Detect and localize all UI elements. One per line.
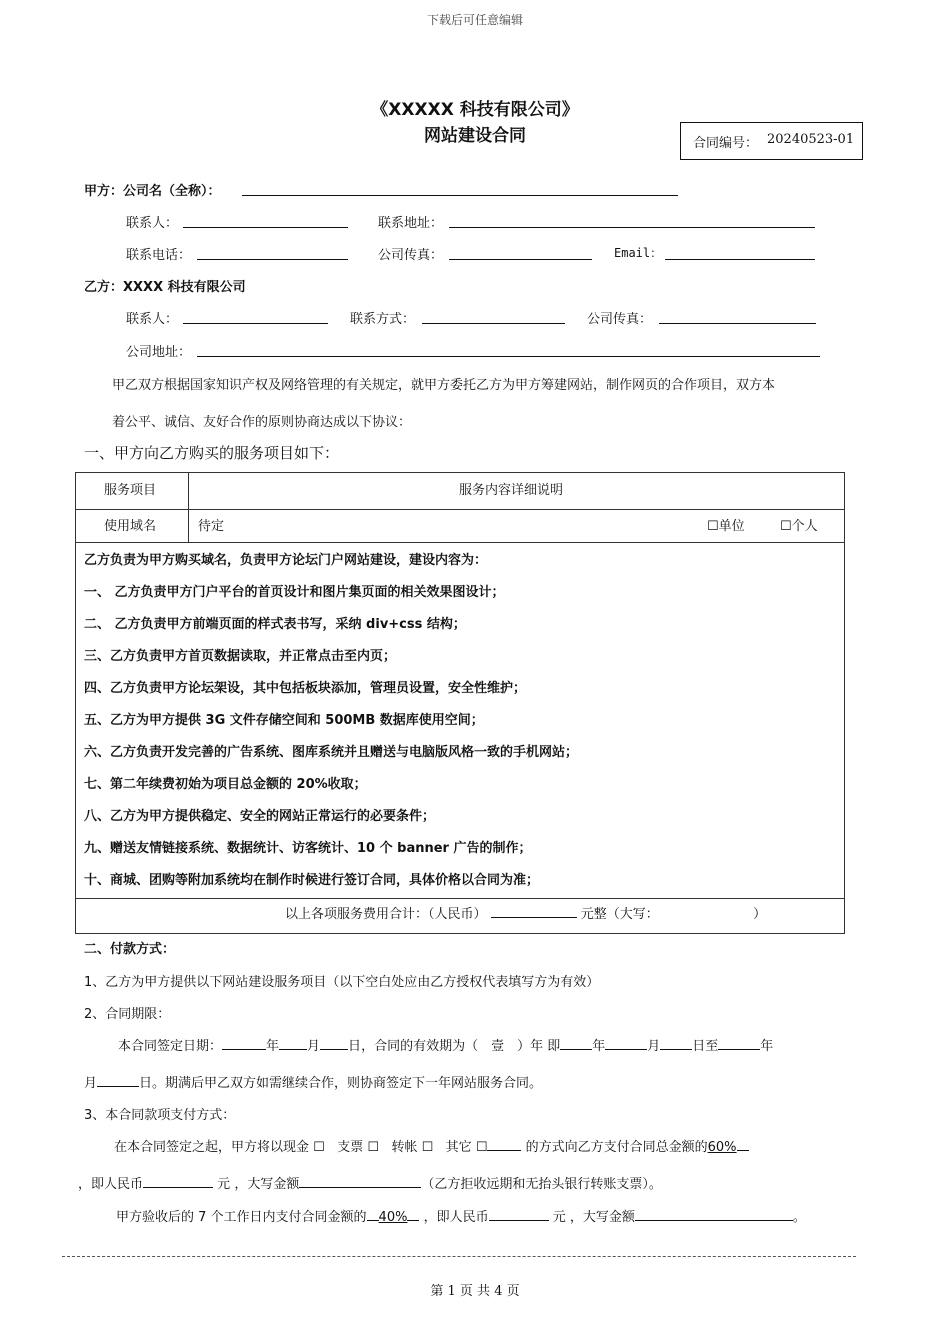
end-year-blank[interactable]: [718, 1035, 760, 1050]
contract-no-box: [680, 122, 863, 160]
intro-line2: 着公平、诚信、友好合作的原则协商达成以下协议：: [112, 415, 412, 430]
party-a-contact-blank[interactable]: [183, 213, 348, 228]
checkbox-icon[interactable]: ☐: [313, 1140, 325, 1155]
checkbox-icon[interactable]: ☐: [475, 1140, 488, 1155]
pay-intro: 在本合同签定之起，甲方将以现金: [114, 1140, 310, 1155]
party-b-contact-label: 联系人：: [126, 312, 179, 327]
list-item: 九、赠送友情链接系统、数据统计、访客统计、10 个 banner 广告的制作；: [84, 841, 532, 856]
party-b-address-label: 公司地址：: [126, 345, 192, 360]
party-a-address-label: 联系地址：: [378, 216, 444, 231]
other-blank[interactable]: [487, 1136, 521, 1151]
party-b-method-blank[interactable]: [422, 309, 565, 324]
opt-person[interactable]: [780, 515, 818, 534]
total-suffix: ）: [753, 907, 767, 922]
month-label: 月: [647, 1039, 661, 1054]
party-b-fax-label: 公司传真：: [587, 312, 653, 327]
list-item: 四、乙方负责甲方论坛架设，其中包括板块添加，管理员设置，安全性维护；: [84, 681, 527, 696]
cheque-label: 支票: [337, 1140, 364, 1155]
year-label: 年: [266, 1039, 280, 1054]
pay-row: [114, 1136, 749, 1155]
sign-day-blank[interactable]: [320, 1035, 348, 1050]
party-b-contact-blank[interactable]: [183, 309, 328, 324]
list-item: 七、第二年续费初始为项目总金额的 20%收取；: [84, 777, 367, 792]
month-label: 月: [307, 1039, 321, 1054]
total-row: [285, 903, 766, 922]
daxie-label: ，大写金额: [234, 1177, 300, 1192]
contract-no-label: 合同编号：: [693, 136, 759, 151]
party-b-method-label: 联系方式：: [350, 312, 416, 327]
list-item: 六、乙方负责开发完善的广告系统、图库系统并且赠送与电脑版风格一致的手机网站；: [84, 745, 579, 760]
page-footer: 第 1 页 共 4 页: [430, 1284, 520, 1299]
party-a-phone-label: 联系电话：: [126, 248, 192, 263]
day-label: 日: [348, 1039, 362, 1054]
day-to-label: 日至: [692, 1039, 719, 1054]
section2-p1: 1、乙方为甲方提供以下网站建设服务项目（以下空白处应由乙方授权代表填写方为有效）: [84, 975, 600, 990]
party-a-email-blank[interactable]: [665, 245, 815, 260]
total-mid: 元整（大写：: [580, 907, 659, 922]
list-item: 二、 乙方负责甲方前端页面的样式表书写，采纳 div+css 结构；: [84, 617, 466, 632]
term-tail: 日。期满后甲乙双方如需继续合作，则协商签定下一年网站服务合同。: [139, 1076, 543, 1091]
party-b-address-blank[interactable]: [197, 342, 820, 357]
rmb-label: ，即人民币: [78, 1177, 144, 1192]
opt-person-label: 个人: [791, 519, 818, 534]
rmb-blank2[interactable]: [489, 1206, 549, 1221]
party-a-label: 甲方：公司名（全称）：: [84, 184, 221, 199]
list-item: 三、乙方负责甲方首页数据读取，并正常点击至内页；: [84, 649, 397, 664]
party-a-fax-blank[interactable]: [449, 245, 592, 260]
rmb-row: [78, 1173, 662, 1192]
other-label: 其它: [445, 1140, 472, 1155]
sign-year-blank[interactable]: [222, 1035, 266, 1050]
party-a-address-blank[interactable]: [449, 213, 815, 228]
section2-title: 二、付款方式：: [84, 942, 176, 957]
checkbox-icon[interactable]: ☐: [780, 519, 792, 534]
section2-p3: 3、本合同款项支付方式：: [84, 1108, 236, 1123]
rmb-blank[interactable]: [143, 1173, 213, 1188]
list-item: 十、商城、团购等附加系统均在制作时候进行签订合同，具体价格以合同为准；: [84, 873, 540, 888]
title-line1: 《XXXXX 科技有限公司》: [371, 100, 579, 120]
table-row-divider-2: [75, 542, 844, 543]
total-rmb-blank[interactable]: [491, 903, 577, 918]
month-label: 月: [84, 1076, 98, 1091]
checkbox-icon[interactable]: ☐: [367, 1140, 380, 1155]
list-item: 乙方负责为甲方购买域名，负责甲方论坛门户网站建设，建设内容为：: [84, 553, 488, 568]
sign-date-label: 本合同签定日期：: [118, 1039, 223, 1054]
yuan-label2: 元: [552, 1210, 566, 1225]
accept-row: [116, 1206, 806, 1225]
party-a-contact-label: 联系人：: [126, 216, 179, 231]
checkbox-icon[interactable]: ☐: [421, 1140, 434, 1155]
pay-tail: 的方式向乙方支付合同总金额的: [525, 1140, 708, 1155]
table-col1-header: 服务项目: [104, 483, 157, 498]
opt-unit-label: 单位: [718, 519, 745, 534]
end-month-blank[interactable]: [97, 1072, 139, 1087]
year-label: 年: [592, 1039, 606, 1054]
start-day-blank[interactable]: [660, 1035, 692, 1050]
party-b-fax-blank[interactable]: [659, 309, 816, 324]
accept-text: 甲方验收后的 7 个工作日内支付合同金额的: [116, 1210, 367, 1225]
party-a-fax-label: 公司传真：: [378, 248, 444, 263]
table-col-divider: [188, 472, 189, 542]
list-item: 五、乙方为甲方提供 3G 文件存储空间和 500MB 数据库使用空间；: [84, 713, 484, 728]
title-line2: 网站建设合同: [424, 126, 526, 146]
year-label: 年: [760, 1039, 774, 1054]
intro-line1: 甲乙双方根据国家知识产权及网络管理的有关规定，就甲方委托乙方为甲方筹建网站，制作网页的合作项目，双方本: [112, 378, 776, 393]
domain-value: 待定: [198, 519, 225, 534]
pct-first: 60%: [707, 1140, 737, 1155]
transfer-label: 转帐: [391, 1140, 418, 1155]
daxie-label2: ，大写金额: [569, 1210, 635, 1225]
valid-text: ，合同的有效期为（ 壹 ）年 即: [361, 1039, 561, 1054]
domain-label: 使用域名: [104, 519, 157, 534]
list-item: 一、 乙方负责甲方门户平台的首页设计和图片集页面的相关效果图设计；: [84, 585, 505, 600]
rmb-label2: ，即人民币: [423, 1210, 489, 1225]
section2-p2: 2、合同期限：: [84, 1007, 171, 1022]
table-col2-header: 服务内容详细说明: [459, 483, 564, 498]
start-year-blank[interactable]: [560, 1035, 592, 1050]
contract-no-value: 20240523-01: [767, 132, 855, 147]
end-dot: 。: [792, 1210, 806, 1225]
opt-unit[interactable]: [707, 515, 745, 534]
pay-note: （乙方拒收远期和无抬头银行转账支票）。: [421, 1177, 662, 1192]
table-row-divider-1: [75, 509, 844, 510]
footer-divider: [62, 1256, 856, 1257]
yuan-label: 元: [217, 1177, 231, 1192]
party-a-name-blank[interactable]: [242, 181, 678, 196]
checkbox-icon[interactable]: ☐: [707, 519, 719, 534]
term-row2: [84, 1072, 542, 1091]
sign-month-blank[interactable]: [279, 1035, 307, 1050]
daxie-blank[interactable]: [299, 1173, 421, 1188]
sign-date-row: [118, 1035, 773, 1054]
party-b-label: 乙方：XXXX 科技有限公司: [84, 280, 246, 295]
list-item: 八、乙方为甲方提供稳定、安全的网站正常运行的必要条件；: [84, 809, 436, 824]
total-prefix: 以上各项服务费用合计：（人民币）: [285, 907, 487, 922]
header-note: 下载后可任意编辑: [426, 13, 523, 27]
pct-second: 40%: [378, 1210, 408, 1225]
section1-title: 一、甲方向乙方购买的服务项目如下：: [84, 444, 340, 462]
start-month-blank[interactable]: [605, 1035, 647, 1050]
party-a-phone-blank[interactable]: [197, 245, 348, 260]
party-a-email-label: Email：: [614, 246, 663, 260]
daxie-blank2[interactable]: [635, 1206, 793, 1221]
table-row-divider-3: [75, 898, 844, 899]
